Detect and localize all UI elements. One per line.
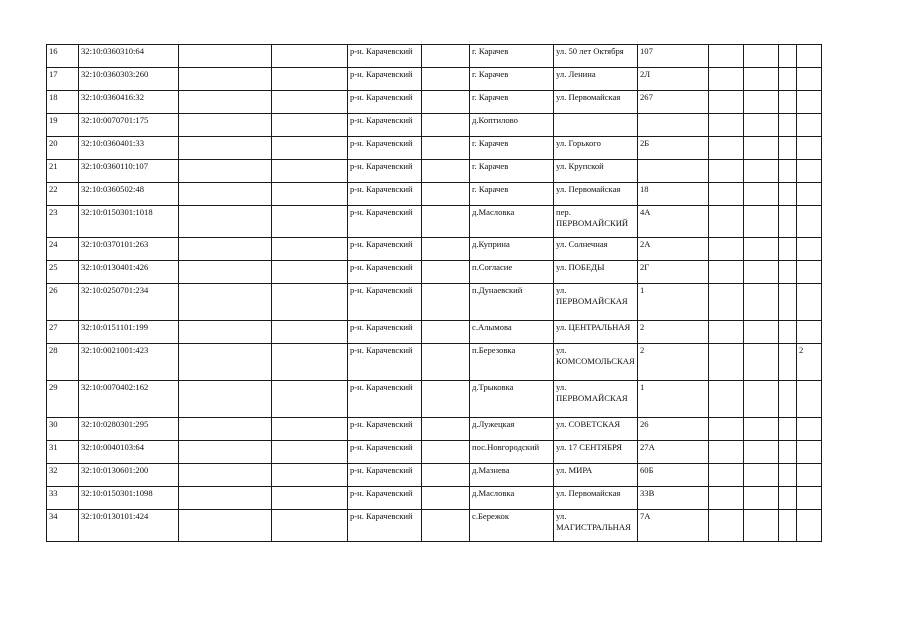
empty-cell <box>709 381 744 418</box>
empty-cell <box>779 183 797 206</box>
empty-cell <box>779 91 797 114</box>
table-row <box>47 321 822 344</box>
empty-cell <box>179 45 272 68</box>
cadastral-number-cell: 32:10:0040103:64 <box>79 441 179 464</box>
street-cell: ул. СОВЕТСКАЯ <box>554 418 638 441</box>
empty-cell <box>272 321 348 344</box>
cadastral-number-cell: 32:10:0250701:234 <box>79 284 179 321</box>
cadastral-number-cell: 32:10:0360416:32 <box>79 91 179 114</box>
empty-cell <box>272 206 348 238</box>
cadastral-number-cell: 32:10:0360401:33 <box>79 137 179 160</box>
empty-cell <box>744 418 779 441</box>
table-row <box>47 114 822 137</box>
extra-value-cell: 2 <box>797 344 822 381</box>
street-cell: ул. 50 лет Октября <box>554 45 638 68</box>
street-cell: пер. ПЕРВОМАЙСКИЙ <box>554 206 638 238</box>
house-number-cell <box>638 160 709 183</box>
empty-cell <box>709 510 744 542</box>
empty-cell <box>422 284 470 321</box>
empty-cell <box>272 238 348 261</box>
empty-cell <box>779 68 797 91</box>
empty-cell <box>744 206 779 238</box>
empty-cell <box>744 510 779 542</box>
locality-cell: г. Карачев <box>470 137 554 160</box>
empty-cell <box>179 441 272 464</box>
empty-cell <box>709 238 744 261</box>
empty-cell <box>779 284 797 321</box>
locality-cell: г. Карачев <box>470 160 554 183</box>
empty-cell <box>709 418 744 441</box>
locality-cell: д.Масловка <box>470 487 554 510</box>
empty-cell <box>179 137 272 160</box>
street-cell: ул. Горького <box>554 137 638 160</box>
house-number-cell: 2 <box>638 321 709 344</box>
district-cell: р-н. Карачевский <box>348 464 422 487</box>
empty-cell <box>744 238 779 261</box>
locality-cell: пос.Новгородский <box>470 441 554 464</box>
empty-cell <box>272 183 348 206</box>
cadastral-number-cell: 32:10:0150301:1018 <box>79 206 179 238</box>
empty-cell <box>422 160 470 183</box>
table-row <box>47 183 822 206</box>
district-cell: р-н. Карачевский <box>348 261 422 284</box>
empty-cell <box>422 464 470 487</box>
empty-cell <box>179 381 272 418</box>
locality-cell: д.Масловка <box>470 206 554 238</box>
empty-cell <box>179 91 272 114</box>
street-cell <box>554 114 638 137</box>
cadastral-number-cell: 32:10:0360502:48 <box>79 183 179 206</box>
house-number-cell: 33В <box>638 487 709 510</box>
empty-cell <box>779 441 797 464</box>
district-cell: р-н. Карачевский <box>348 238 422 261</box>
empty-cell <box>272 68 348 91</box>
street-cell: ул. МИРА <box>554 464 638 487</box>
street-cell: ул. Солнечная <box>554 238 638 261</box>
empty-cell <box>422 418 470 441</box>
empty-cell <box>744 114 779 137</box>
locality-cell: г. Карачев <box>470 91 554 114</box>
empty-cell <box>709 284 744 321</box>
empty-cell <box>422 91 470 114</box>
empty-cell <box>422 321 470 344</box>
address-register-table <box>46 44 822 542</box>
empty-cell <box>179 114 272 137</box>
empty-cell <box>179 510 272 542</box>
table-row <box>47 510 822 542</box>
street-cell: ул. КОМСОМОЛЬСКАЯ <box>554 344 638 381</box>
cadastral-number-cell: 32:10:0360303:260 <box>79 68 179 91</box>
street-cell: ул. МАГИСТРАЛЬНАЯ <box>554 510 638 542</box>
table-body <box>47 45 822 542</box>
house-number-cell: 27А <box>638 441 709 464</box>
locality-cell: д.Куприна <box>470 238 554 261</box>
locality-cell: с.Алымова <box>470 321 554 344</box>
empty-cell <box>179 261 272 284</box>
house-number-cell: 107 <box>638 45 709 68</box>
locality-cell: д.Мазнева <box>470 464 554 487</box>
district-cell: р-н. Карачевский <box>348 487 422 510</box>
extra-value-cell <box>797 68 822 91</box>
empty-cell <box>744 487 779 510</box>
empty-cell <box>779 160 797 183</box>
extra-value-cell <box>797 321 822 344</box>
extra-value-cell <box>797 91 822 114</box>
street-cell: ул. Первомайская <box>554 91 638 114</box>
extra-value-cell <box>797 206 822 238</box>
empty-cell <box>709 114 744 137</box>
empty-cell <box>744 160 779 183</box>
cadastral-number-cell: 32:10:0130601:200 <box>79 464 179 487</box>
district-cell: р-н. Карачевский <box>348 91 422 114</box>
table-row <box>47 381 822 418</box>
row-number-cell: 18 <box>47 91 79 114</box>
empty-cell <box>779 206 797 238</box>
table-row <box>47 487 822 510</box>
row-number-cell: 21 <box>47 160 79 183</box>
locality-cell: п.Березовка <box>470 344 554 381</box>
extra-value-cell <box>797 284 822 321</box>
cadastral-number-cell: 32:10:0280301:295 <box>79 418 179 441</box>
house-number-cell: 18 <box>638 183 709 206</box>
row-number-cell: 20 <box>47 137 79 160</box>
empty-cell <box>744 441 779 464</box>
table-row <box>47 68 822 91</box>
empty-cell <box>744 261 779 284</box>
empty-cell <box>179 321 272 344</box>
cadastral-number-cell: 32:10:0130101:424 <box>79 510 179 542</box>
empty-cell <box>179 284 272 321</box>
empty-cell <box>272 464 348 487</box>
row-number-cell: 16 <box>47 45 79 68</box>
row-number-cell: 27 <box>47 321 79 344</box>
empty-cell <box>779 261 797 284</box>
empty-cell <box>709 206 744 238</box>
district-cell: р-н. Карачевский <box>348 206 422 238</box>
empty-cell <box>744 381 779 418</box>
empty-cell <box>179 238 272 261</box>
cadastral-number-cell: 32:10:0370101:263 <box>79 238 179 261</box>
house-number-cell: 7А <box>638 510 709 542</box>
empty-cell <box>709 261 744 284</box>
empty-cell <box>272 381 348 418</box>
district-cell: р-н. Карачевский <box>348 114 422 137</box>
empty-cell <box>272 487 348 510</box>
empty-cell <box>744 321 779 344</box>
street-cell: ул. Первомайская <box>554 183 638 206</box>
street-cell: ул. ПЕРВОМАЙСКАЯ <box>554 284 638 321</box>
district-cell: р-н. Карачевский <box>348 68 422 91</box>
row-number-cell: 17 <box>47 68 79 91</box>
empty-cell <box>779 45 797 68</box>
empty-cell <box>709 344 744 381</box>
empty-cell <box>272 45 348 68</box>
row-number-cell: 19 <box>47 114 79 137</box>
row-number-cell: 24 <box>47 238 79 261</box>
empty-cell <box>744 344 779 381</box>
extra-value-cell <box>797 45 822 68</box>
empty-cell <box>179 68 272 91</box>
table-row <box>47 261 822 284</box>
table-row <box>47 418 822 441</box>
street-cell: ул. 17 СЕНТЯБРЯ <box>554 441 638 464</box>
empty-cell <box>272 137 348 160</box>
empty-cell <box>744 45 779 68</box>
empty-cell <box>422 206 470 238</box>
empty-cell <box>779 238 797 261</box>
empty-cell <box>779 321 797 344</box>
street-cell: ул. ЦЕНТРАЛЬНАЯ <box>554 321 638 344</box>
extra-value-cell <box>797 441 822 464</box>
empty-cell <box>179 183 272 206</box>
table-row <box>47 45 822 68</box>
empty-cell <box>179 487 272 510</box>
district-cell: р-н. Карачевский <box>348 510 422 542</box>
district-cell: р-н. Карачевский <box>348 321 422 344</box>
empty-cell <box>272 284 348 321</box>
empty-cell <box>422 441 470 464</box>
empty-cell <box>709 91 744 114</box>
empty-cell <box>779 137 797 160</box>
empty-cell <box>779 464 797 487</box>
empty-cell <box>179 344 272 381</box>
table-row <box>47 206 822 238</box>
house-number-cell: 4А <box>638 206 709 238</box>
row-number-cell: 32 <box>47 464 79 487</box>
district-cell: р-н. Карачевский <box>348 183 422 206</box>
empty-cell <box>779 510 797 542</box>
table-row <box>47 238 822 261</box>
row-number-cell: 29 <box>47 381 79 418</box>
house-number-cell: 267 <box>638 91 709 114</box>
empty-cell <box>709 464 744 487</box>
empty-cell <box>709 45 744 68</box>
house-number-cell: 60Б <box>638 464 709 487</box>
empty-cell <box>422 261 470 284</box>
locality-cell: г. Карачев <box>470 68 554 91</box>
row-number-cell: 31 <box>47 441 79 464</box>
extra-value-cell <box>797 464 822 487</box>
empty-cell <box>272 91 348 114</box>
locality-cell: г. Карачев <box>470 45 554 68</box>
extra-value-cell <box>797 137 822 160</box>
empty-cell <box>709 160 744 183</box>
district-cell: р-н. Карачевский <box>348 137 422 160</box>
empty-cell <box>744 91 779 114</box>
empty-cell <box>422 238 470 261</box>
empty-cell <box>709 68 744 91</box>
row-number-cell: 25 <box>47 261 79 284</box>
empty-cell <box>179 418 272 441</box>
empty-cell <box>272 510 348 542</box>
extra-value-cell <box>797 160 822 183</box>
street-cell: ул. ПЕРВОМАЙСКАЯ <box>554 381 638 418</box>
district-cell: р-н. Карачевский <box>348 45 422 68</box>
locality-cell: д.Трыковка <box>470 381 554 418</box>
empty-cell <box>744 137 779 160</box>
empty-cell <box>272 160 348 183</box>
street-cell: ул. Крупской <box>554 160 638 183</box>
empty-cell <box>779 381 797 418</box>
district-cell: р-н. Карачевский <box>348 418 422 441</box>
locality-cell: п.Дунаевский <box>470 284 554 321</box>
row-number-cell: 28 <box>47 344 79 381</box>
table-row <box>47 137 822 160</box>
house-number-cell: 26 <box>638 418 709 441</box>
locality-cell: п.Согласие <box>470 261 554 284</box>
cadastral-number-cell: 32:10:0070402:162 <box>79 381 179 418</box>
empty-cell <box>709 137 744 160</box>
house-number-cell: 2 <box>638 344 709 381</box>
extra-value-cell <box>797 510 822 542</box>
empty-cell <box>422 183 470 206</box>
district-cell: р-н. Карачевский <box>348 344 422 381</box>
house-number-cell: 1 <box>638 284 709 321</box>
locality-cell: с.Бережок <box>470 510 554 542</box>
empty-cell <box>779 344 797 381</box>
cadastral-number-cell: 32:10:0070701:175 <box>79 114 179 137</box>
empty-cell <box>422 344 470 381</box>
locality-cell: д.Коптилово <box>470 114 554 137</box>
house-number-cell: 2А <box>638 238 709 261</box>
empty-cell <box>744 183 779 206</box>
empty-cell <box>272 114 348 137</box>
house-number-cell: 2Г <box>638 261 709 284</box>
district-cell: р-н. Карачевский <box>348 160 422 183</box>
house-number-cell: 2Б <box>638 137 709 160</box>
cadastral-number-cell: 32:10:0021001:423 <box>79 344 179 381</box>
house-number-cell: 1 <box>638 381 709 418</box>
empty-cell <box>272 261 348 284</box>
extra-value-cell <box>797 114 822 137</box>
extra-value-cell <box>797 238 822 261</box>
locality-cell: г. Карачев <box>470 183 554 206</box>
extra-value-cell <box>797 418 822 441</box>
empty-cell <box>779 418 797 441</box>
district-cell: р-н. Карачевский <box>348 441 422 464</box>
empty-cell <box>422 137 470 160</box>
house-number-cell: 2Л <box>638 68 709 91</box>
street-cell: ул. Первомайская <box>554 487 638 510</box>
extra-value-cell <box>797 487 822 510</box>
empty-cell <box>272 418 348 441</box>
empty-cell <box>744 68 779 91</box>
house-number-cell <box>638 114 709 137</box>
empty-cell <box>422 114 470 137</box>
empty-cell <box>272 441 348 464</box>
empty-cell <box>709 487 744 510</box>
empty-cell <box>709 441 744 464</box>
row-number-cell: 33 <box>47 487 79 510</box>
cadastral-number-cell: 32:10:0151101:199 <box>79 321 179 344</box>
empty-cell <box>179 464 272 487</box>
empty-cell <box>779 114 797 137</box>
locality-cell: д.Лужецкая <box>470 418 554 441</box>
table-row <box>47 284 822 321</box>
row-number-cell: 34 <box>47 510 79 542</box>
district-cell: р-н. Карачевский <box>348 381 422 418</box>
empty-cell <box>422 68 470 91</box>
empty-cell <box>179 160 272 183</box>
empty-cell <box>709 321 744 344</box>
table-row <box>47 91 822 114</box>
row-number-cell: 23 <box>47 206 79 238</box>
empty-cell <box>179 206 272 238</box>
row-number-cell: 26 <box>47 284 79 321</box>
cadastral-number-cell: 32:10:0150301:1098 <box>79 487 179 510</box>
extra-value-cell <box>797 381 822 418</box>
empty-cell <box>744 464 779 487</box>
empty-cell <box>709 183 744 206</box>
empty-cell <box>272 344 348 381</box>
empty-cell <box>422 510 470 542</box>
district-cell: р-н. Карачевский <box>348 284 422 321</box>
empty-cell <box>422 381 470 418</box>
empty-cell <box>422 45 470 68</box>
empty-cell <box>422 487 470 510</box>
cadastral-number-cell: 32:10:0360110:107 <box>79 160 179 183</box>
cadastral-number-cell: 32:10:0360310:64 <box>79 45 179 68</box>
empty-cell <box>744 284 779 321</box>
table-row <box>47 344 822 381</box>
street-cell: ул. Ленина <box>554 68 638 91</box>
row-number-cell: 30 <box>47 418 79 441</box>
row-number-cell: 22 <box>47 183 79 206</box>
empty-cell <box>779 487 797 510</box>
extra-value-cell <box>797 261 822 284</box>
cadastral-number-cell: 32:10:0130401:426 <box>79 261 179 284</box>
street-cell: ул. ПОБЕДЫ <box>554 261 638 284</box>
table-row <box>47 441 822 464</box>
extra-value-cell <box>797 183 822 206</box>
table-row <box>47 160 822 183</box>
table-row <box>47 464 822 487</box>
